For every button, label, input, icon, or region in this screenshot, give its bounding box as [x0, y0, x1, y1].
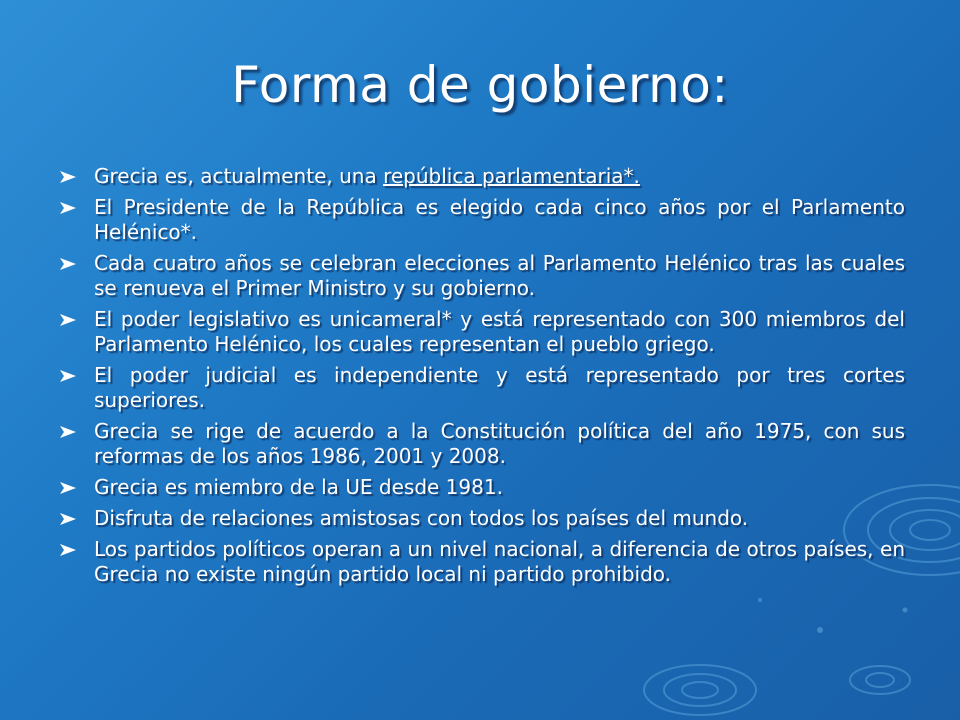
bullet-text: El poder legislativo es unicameral* y está representado con 300 miembros del Parlamento Helénico, los cuales representan el pueblo griego. [94, 307, 905, 356]
arrow-bullet-icon [60, 513, 76, 525]
arrow-bullet-icon [60, 544, 76, 556]
arrow-bullet-icon [60, 370, 76, 382]
bullet-item [60, 251, 905, 301]
republica-parlamentaria-link[interactable]: república parlamentaria*. [383, 164, 640, 188]
arrow-bullet-icon [60, 314, 76, 326]
bullet-text: Grecia se rige de acuerdo a la Constitución política del año 1975, con sus reformas de los años 1986, 2001 y 2008. [94, 419, 905, 468]
bullet-item [60, 537, 905, 587]
bullet-item [60, 506, 905, 531]
arrow-bullet-icon [60, 258, 76, 270]
arrow-bullet-icon [60, 482, 76, 494]
bullet-item [60, 164, 905, 189]
arrow-bullet-icon [60, 171, 76, 183]
bullet-text: Grecia es, actualmente, una [94, 164, 384, 188]
slide-title: Forma de gobierno: [231, 56, 729, 114]
arrow-bullet-icon [60, 426, 76, 438]
bullet-text: El Presidente de la República es elegido cada cinco años por el Parlamento Helénico*. [94, 195, 905, 244]
bullet-item [60, 307, 905, 357]
bullet-item [60, 195, 905, 245]
bullet-item [60, 363, 905, 413]
bullet-list [60, 164, 905, 593]
bullet-item [60, 419, 905, 469]
bullet-text: El poder judicial es independiente y está representado por tres cortes superiores. [94, 363, 905, 412]
arrow-bullet-icon [60, 202, 76, 214]
bullet-text: Cada cuatro años se celebran elecciones al Parlamento Helénico tras las cuales se renueva el Primer Ministro y su gobierno. [94, 251, 905, 300]
bullet-text: Los partidos políticos operan a un nivel nacional, a diferencia de otros países, en Grecia no existe ningún partido local ni partido prohibido. [94, 537, 905, 586]
bullet-text: Disfruta de relaciones amistosas con todos los países del mundo. [94, 506, 749, 530]
bullet-text: Grecia es miembro de la UE desde 1981. [94, 475, 503, 499]
bullet-item [60, 475, 905, 500]
